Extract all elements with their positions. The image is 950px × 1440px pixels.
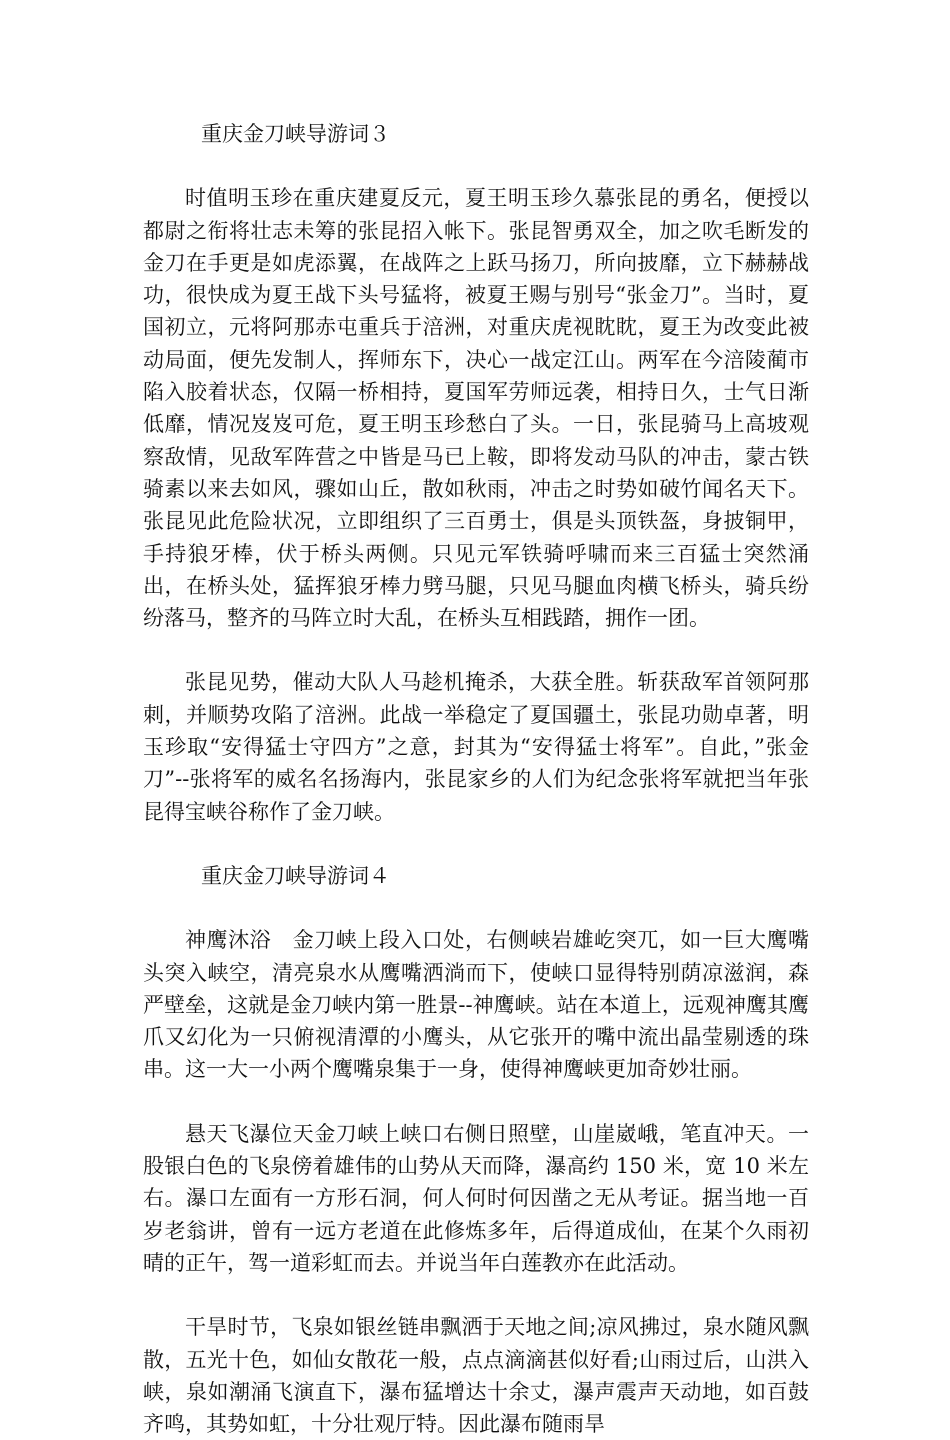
document-body (143, 118, 809, 1440)
section-title: 重庆金刀峡导游词３ (201, 122, 390, 146)
paragraph: 悬天飞瀑位天金刀峡上峡口右侧日照壁，山崖崴峨，笔直冲天。一股银白色的飞泉傍着雄伟的山势从天而降，瀑高约 150 米，宽 10 米左右。瀑口左面有一方形石洞，何人何时何因凿之无从考证。据当地一百岁老翁讲，曾有一远方老道在此修炼多年，后得道成仙，在某个久雨初晴的正午，驾一道彩虹而去。并说当年白莲教亦在此活动。 (143, 1121, 809, 1275)
paragraph: 时值明玉珍在重庆建夏反元，夏王明玉珍久慕张昆的勇名，便授以都尉之衔将壮志未筹的张昆招入帐下。张昆智勇双全，加之吹毛断发的金刀在手更是如虎添翼，在战阵之上跃马扬刀，所向披靡，立下赫赫战功，很快成为夏王战下头号猛将，被夏王赐与别号“张金刀”。当时，夏国初立，元将阿那赤屯重兵于涪洲，对重庆虎视眈眈，夏王为改变此被动局面，便先发制人，挥师东下，决心一战定江山。两军在今涪陵蔺市陷入胶着状态，仅隔一桥相持，夏国军劳师远袭，相持日久，士气日渐低靡，情况岌岌可危，夏王明玉珍愁白了头。一日，张昆骑马上高坡观察敌情，见敌军阵营之中皆是马已上鞍，即将发动马队的冲击，蒙古铁骑素以来去如风，骤如山丘，散如秋雨，冲击之时势如破竹闻名天下。张昆见此危险状况，立即组织了三百勇士，俱是头顶铁盔，身披铜甲，手持狼牙棒，伏于桥头两侧。只见元军铁骑呼啸而来三百猛士突然涌出，在桥头处，猛挥狼牙棒力劈马腿，只见马腿血肉横飞桥头，骑兵纷纷落马，整齐的马阵立时大乱，在桥头互相践踏，拥作一团。 (143, 186, 809, 631)
paragraph: 干旱时节，飞泉如银丝链串飘洒于天地之间;凉风拂过，泉水随风飘散，五光十色，如仙女散花一般，点点滴滴甚似好看;山雨过后，山洪入峡，泉如潮涌飞演直下，瀑布猛增达十余丈，瀑声震声天动地，如百鼓齐鸣，其势如虹，十分壮观厅特。因此瀑布随雨旱 (143, 1315, 809, 1437)
section-title: 重庆金刀峡导游词４ (201, 863, 390, 888)
paragraph: 神鹰沐浴 金刀峡上段入口处，右侧峡岩雄屹突兀，如一巨大鹰嘴头突入峡空，清亮泉水从鹰嘴洒淌而下，使峡口显得特别荫凉滋润，森严壁垒，这就是金刀峡内第一胜景--神鹰峡。站在本道上，远观神鹰其鹰爪又幻化为一只俯视清潭的小鹰头，从它张开的嘴中流出晶莹剔透的珠串。这一大一小两个鹰嘴泉集于一身，使得神鹰峡更加奇妙壮丽。 (143, 928, 809, 1082)
paragraph: 张昆见势，催动大队人马趁机掩杀，大获全胜。斩获敌军首领阿那刺，并顺势攻陷了涪洲。此战一举稳定了夏国疆土，张昆功勋卓著，明玉珍取“安得猛士守四方”之意，封其为“安得猛士将军”。自此，”张金刀”--张将军的威名名扬海内，张昆家乡的人们为纪念张将军就把当年张昆得宝峡谷称作了金刀峡。 (143, 670, 809, 824)
